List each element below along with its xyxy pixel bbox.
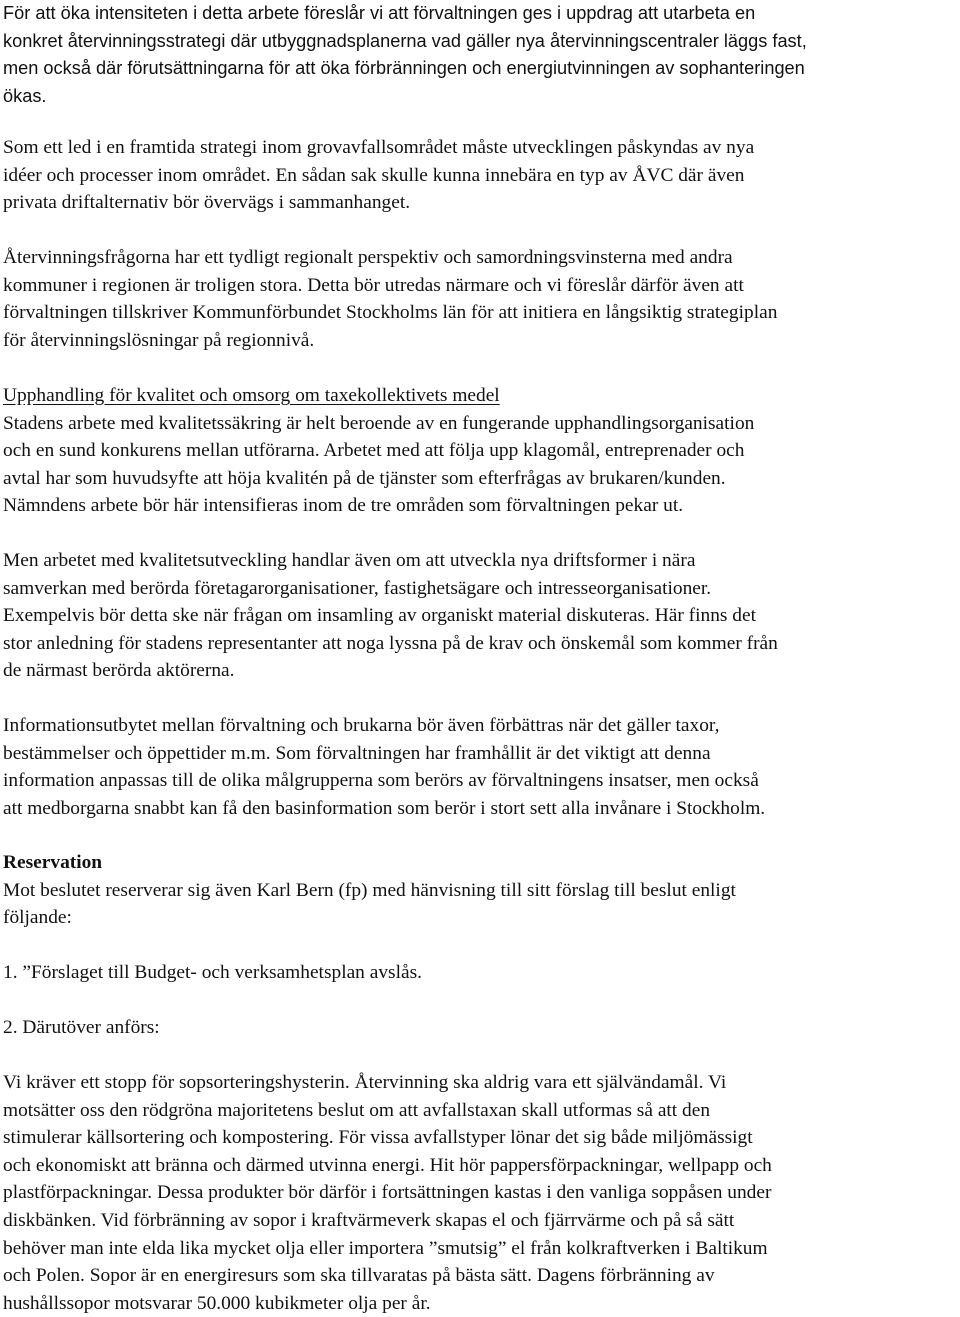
document-page — [3, 0, 957, 1316]
text-line: motsätter oss den rödgröna majoritetens beslut om att avfallstaxan skall utformas så att den — [3, 1099, 711, 1121]
text-line: kommuner i regionen är troligen stora. Detta bör utredas närmare och vi föreslår därför även att — [3, 274, 744, 296]
section-upphandling — [3, 382, 754, 520]
text-line: Informationsutbytet mellan förvaltning och brukarna bör även förbättras när det gäller taxor, — [3, 715, 720, 736]
text-line: diskbänken. Vid förbränning av sopor i kraftvärmeverk skapas el och fjärrvärme och på så sätt — [3, 1209, 735, 1231]
section-reservation — [3, 849, 736, 932]
text-line: Stadens arbete med kvalitetssäkring är helt beroende av en fungerande upphandlingsorganisation — [3, 412, 755, 434]
text-line: 2. Därutöver anförs: — [3, 1017, 160, 1038]
text-line: stor anledning för stadens representanter att noga lyssna på de krav och önskemål som kommer från — [3, 632, 778, 654]
paragraph-informationsutbyte — [3, 712, 765, 822]
text-line: och en sund konkurens mellan utförarna. Arbetet med att följa upp klagomål, entreprenader och — [3, 440, 745, 462]
paragraph-kvalitetsutveckling — [3, 547, 778, 685]
text-line: och ekonomiskt att bränna och därmed utvinna energi. Hit hör pappersförpackningar, wellpapp och — [3, 1154, 772, 1176]
text-line: att medborgarna snabbt kan få den basinformation som berör i stort sett alla invånare i Stockholm. — [3, 797, 766, 819]
text-line: privata driftalternativ bör övervägs i sammanhanget. — [3, 192, 411, 214]
text-line: stimulerar källsortering och kompostering. För vissa avfallstyper lönar det sig både miljömässigt — [3, 1127, 753, 1149]
text-line: Återvinningsfrågorna har ett tydligt regionalt perspektiv och samordningsvinsterna med andra — [3, 247, 733, 268]
text-line: följande: — [3, 907, 72, 929]
text-line: Som ett led i en framtida strategi inom grovavfallsområdet måste utvecklingen påskyndas av nya — [3, 137, 755, 158]
text-line: information anpassas till de olika målgrupperna som berörs av förvaltningens insatser, men också — [3, 770, 759, 792]
text-line: plastförpackningar. Dessa produkter bör därför i fortsättningen kastas i den vanliga soppåsen under — [3, 1182, 772, 1204]
text-line: samverkan med berörda företagarorganisationer, fastighetsägare och intresseorganisationer. — [3, 577, 712, 599]
paragraph-intensity-strategy — [3, 0, 807, 110]
text-line: Mot beslutet reserverar sig även Karl Bern (fp) med hänvisning till sitt förslag till beslut enligt — [3, 879, 736, 901]
text-line: behöver man inte elda lika mycket olja eller importera ”smutsig” el från kolkraftverken i Baltikum — [3, 1237, 768, 1259]
text-line: idéer och processer inom området. En sådan sak skulle kunna innebära en typ av ÅVC där även — [3, 164, 745, 186]
text-line: ökas. — [3, 85, 47, 106]
paragraph-grovavfall-strategy — [3, 134, 754, 217]
text-line: bestämmelser och öppettider m.m. Som förvaltningen har framhållit är det viktigt att denna — [3, 742, 711, 764]
text-line: konkret återvinningsstrategi där utbyggnadsplanerna vad gäller nya återvinningscentraler läggs fast, — [3, 30, 807, 51]
list-item-1 — [3, 959, 422, 987]
text-line: och Polen. Sopor är en energiresurs som ska tillvaratas på bästa sätt. Dagens förbränning av — [3, 1265, 715, 1287]
text-line: men också där förutsättningarna för att öka förbränningen och energiutvinningen av sophanteringen — [3, 58, 805, 79]
text-line: Exempelvis bör detta ske när frågan om insamling av organiskt material diskuteras. Här finns det — [3, 605, 756, 627]
text-line: förvaltningen tillskriver Kommunförbundet Stockholms län för att initiera en långsiktig strategiplan — [3, 302, 778, 324]
text-line: avtal har som huvudsyfte att höja kvalitén på de tjänster som efterfrågas av brukaren/kunden. — [3, 467, 726, 489]
text-line: för återvinningslösningar på regionnivå. — [3, 329, 315, 351]
text-line: Men arbetet med kvalitetsutveckling handlar även om att utveckla nya driftsformer i nära — [3, 550, 696, 571]
paragraph-regional-perspective — [3, 244, 777, 354]
text-line: de närmast berörda aktörerna. — [3, 660, 235, 682]
text-line: För att öka intensiteten i detta arbete föreslår vi att förvaltningen ges i uppdrag att utarbeta en — [3, 3, 756, 23]
text-line: hushållssopor motsvarar 50.000 kubikmeter olja per år. — [3, 1292, 431, 1314]
text-line: 1. ”Förslaget till Budget- och verksamhetsplan avslås. — [3, 962, 422, 983]
text-line: Nämndens arbete bör här intensifieras inom de tre områden som förvaltningen pekar ut. — [3, 495, 684, 517]
section-heading: Reservation — [3, 852, 103, 873]
list-item-2 — [3, 1014, 160, 1042]
text-line: Vi kräver ett stopp för sopsorteringshysterin. Återvinning ska aldrig vara ett självändamål. Vi — [3, 1072, 727, 1093]
paragraph-sopsortering — [3, 1069, 772, 1317]
section-heading: Upphandling för kvalitet och omsorg om taxekollektivets medel — [3, 385, 500, 406]
